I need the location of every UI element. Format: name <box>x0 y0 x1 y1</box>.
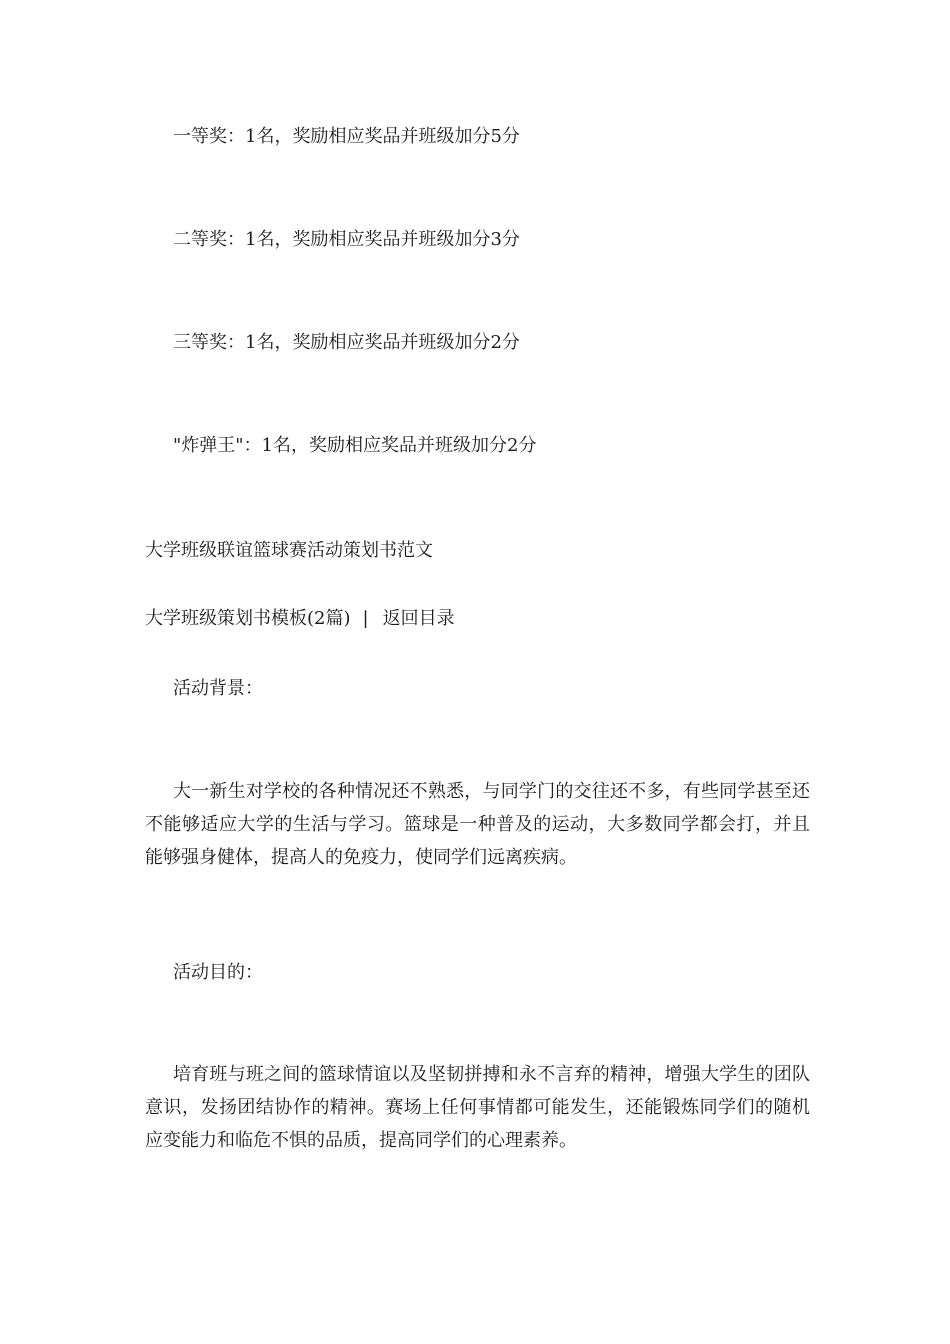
award-second: 二等奖：1名，奖励相应奖品并班级加分3分 <box>173 229 520 250</box>
nav-separator: | <box>362 608 369 629</box>
award-first: 一等奖：1名，奖励相应奖品并班级加分5分 <box>173 126 520 147</box>
section-body-purpose: 培育班与班之间的篮球情谊以及坚韧拼搏和永不言弃的精神，增强大学生的团队意识，发扬团结协作的精神。赛场上任何事情都可能发生，还能锻炼同学们的随机应变能力和临危不惧的品质，提高同学们的心理素养。 <box>145 1064 810 1151</box>
award-bomb-king: "炸弹王"：1名，奖励相应奖品并班级加分2分 <box>173 435 537 456</box>
back-to-contents-link[interactable]: 返回目录 <box>382 608 455 629</box>
award-third: 三等奖：1名，奖励相应奖品并班级加分2分 <box>173 332 520 353</box>
section-heading-purpose: 活动目的： <box>173 962 263 983</box>
article-title: 大学班级联谊篮球赛活动策划书范文 <box>145 540 433 561</box>
section-heading-background: 活动背景： <box>173 678 263 699</box>
category-link[interactable]: 大学班级策划书模板(2篇) <box>145 608 351 629</box>
nav-row <box>145 604 455 634</box>
section-body-background: 大一新生对学校的各种情况还不熟悉，与同学门的交往还不多，有些同学甚至还不能够适应大学的生活与学习。篮球是一种普及的运动，大多数同学都会打，并且能够强身健体，提高人的免疫力，使同学们远离疾病。 <box>145 781 810 868</box>
